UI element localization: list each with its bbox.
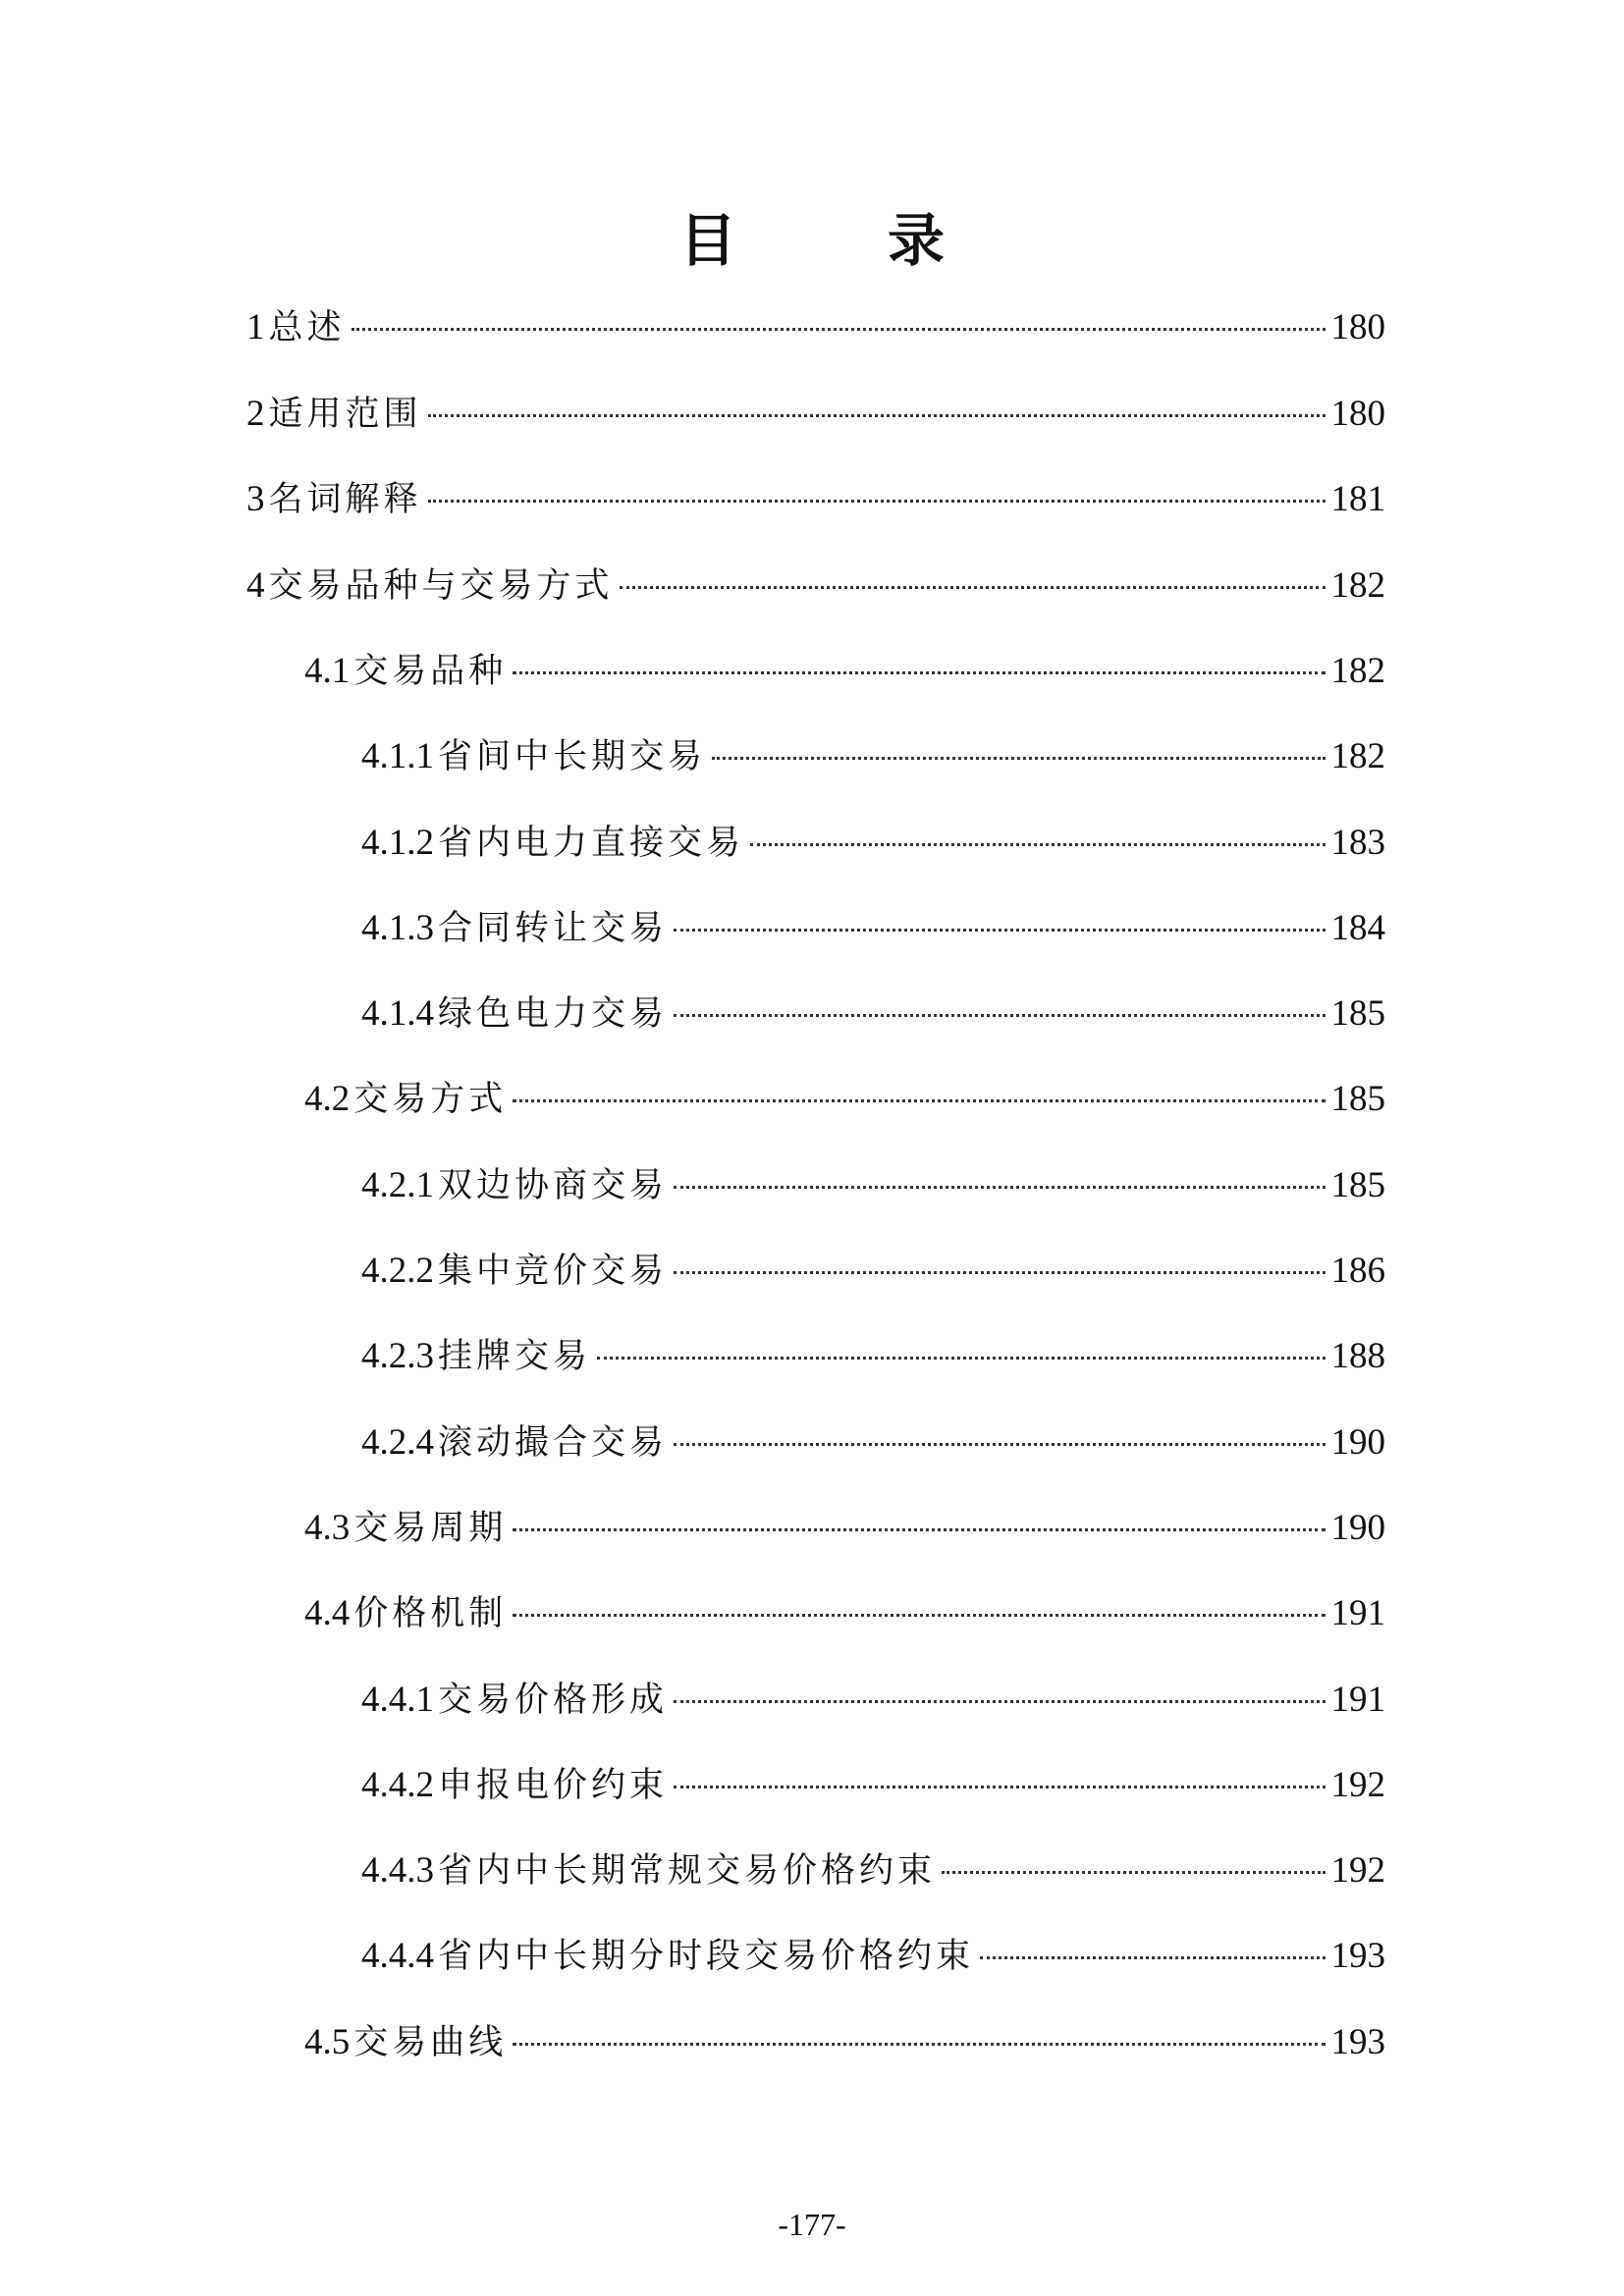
- toc-entry-number: 4.4.2: [361, 1765, 434, 1805]
- toc-entry-title: 交易品种与交易方式: [268, 566, 614, 606]
- toc-entry-page: 192: [1330, 1850, 1385, 1891]
- toc-entry[interactable]: [304, 1072, 1385, 1127]
- toc-entry-title: 省内电力直接交易: [438, 824, 745, 863]
- page-title: 目 录: [678, 207, 992, 274]
- toc-entry-page: 182: [1330, 651, 1385, 691]
- toc-entry-page: 185: [1330, 1079, 1385, 1119]
- toc-dot-leader: [674, 1442, 1325, 1446]
- toc-entry-title: 交易品种: [353, 652, 508, 691]
- toc-entry-number: 4.2.3: [361, 1336, 434, 1376]
- toc-entry-title: 适用范围: [268, 395, 422, 434]
- toc-entry-title: 价格机制: [353, 1594, 508, 1633]
- toc-dot-leader: [674, 1785, 1325, 1789]
- toc-dot-leader: [674, 1270, 1325, 1274]
- toc-entry-page: 193: [1330, 2022, 1385, 2062]
- toc-entry-number: 4.2.2: [361, 1251, 434, 1291]
- toc-entry-page: 192: [1330, 1765, 1385, 1805]
- toc-entry-title: 双边协商交易: [438, 1166, 669, 1205]
- toc-entry-title: 省内中长期分时段交易价格约束: [438, 1937, 975, 1976]
- toc-entry-title: 交易方式: [353, 1080, 508, 1119]
- page-number-footer: -177-: [778, 2207, 846, 2242]
- toc-entry[interactable]: [361, 1158, 1385, 1213]
- toc-dot-leader: [750, 842, 1325, 846]
- toc-entry-number: 4.1.1: [361, 736, 434, 776]
- toc-dot-leader: [513, 1613, 1325, 1617]
- toc-entry[interactable]: [246, 387, 1385, 442]
- toc-dot-leader: [674, 1013, 1325, 1017]
- toc-entry[interactable]: [361, 816, 1385, 871]
- toc-entry-number: 4.2.1: [361, 1165, 434, 1205]
- toc-entry[interactable]: [246, 559, 1385, 614]
- toc-entry[interactable]: [361, 1758, 1385, 1813]
- toc-dot-leader: [428, 499, 1326, 503]
- toc-entry[interactable]: [361, 729, 1385, 784]
- toc-entry-page: 191: [1330, 1680, 1385, 1720]
- toc-entry-number: 4.3: [304, 1508, 351, 1548]
- toc-dot-leader: [513, 1527, 1325, 1531]
- toc-entry[interactable]: [304, 1586, 1385, 1641]
- toc-entry-title: 总述: [268, 308, 346, 347]
- toc-entry-number: 4.2.4: [361, 1422, 434, 1463]
- toc-entry-title: 挂牌交易: [438, 1337, 592, 1376]
- toc-entry-title: 名词解释: [268, 480, 422, 519]
- toc-entry-title: 交易价格形成: [438, 1681, 669, 1720]
- toc-entry-page: 190: [1330, 1422, 1385, 1463]
- toc-entry-page: 180: [1330, 307, 1385, 347]
- toc-entry-page: 185: [1330, 1165, 1385, 1205]
- toc-entry-page: 185: [1330, 993, 1385, 1034]
- toc-entry[interactable]: [361, 987, 1385, 1041]
- toc-entry-number: 4.4: [304, 1593, 351, 1633]
- toc-entry-page: 182: [1330, 736, 1385, 776]
- toc-entry-number: 4.4.3: [361, 1850, 434, 1891]
- toc-entry-page: 188: [1330, 1336, 1385, 1376]
- toc-entry-number: 4.1.3: [361, 908, 434, 948]
- toc-dot-leader: [980, 1955, 1325, 1959]
- toc-entry-title: 省内中长期常规交易价格约束: [438, 1851, 937, 1891]
- toc-dot-leader: [674, 1699, 1325, 1703]
- toc-entry-number: 4.1.2: [361, 823, 434, 863]
- toc-entry-page: 190: [1330, 1508, 1385, 1548]
- toc-entry[interactable]: [361, 1415, 1385, 1470]
- toc-entry-number: 4.4.4: [361, 1936, 434, 1976]
- toc-entry-number: 4.2: [304, 1079, 351, 1119]
- toc-entry-number: 3: [246, 479, 265, 519]
- toc-entry-title: 交易周期: [353, 1509, 508, 1548]
- toc-entry-title: 省间中长期交易: [438, 737, 707, 776]
- toc-entry-number: 1: [246, 307, 265, 347]
- toc-entry[interactable]: [304, 2015, 1385, 2070]
- toc-dot-leader: [513, 1098, 1325, 1102]
- toc-entry[interactable]: [361, 1244, 1385, 1299]
- toc-entry-number: 4: [246, 565, 265, 606]
- toc-dot-leader: [674, 1185, 1325, 1189]
- toc-dot-leader: [513, 670, 1325, 674]
- toc-entry-number: 4.1.4: [361, 993, 434, 1034]
- toc-entry[interactable]: [304, 1501, 1385, 1556]
- toc-dot-leader: [712, 756, 1325, 760]
- toc-dot-leader: [620, 585, 1326, 589]
- toc-entry-page: 184: [1330, 908, 1385, 948]
- toc-entry-page: 183: [1330, 823, 1385, 863]
- toc-entry-title: 滚动撮合交易: [438, 1423, 669, 1463]
- toc-entry-page: 181: [1330, 479, 1385, 519]
- toc-dot-leader: [352, 327, 1326, 331]
- toc-entry-title: 绿色电力交易: [438, 994, 669, 1034]
- toc-entry[interactable]: [361, 1929, 1385, 1984]
- toc-entry-page: 191: [1330, 1593, 1385, 1633]
- toc-entry-number: 4.1: [304, 651, 351, 691]
- toc-entry[interactable]: [361, 901, 1385, 956]
- toc-entry-page: 186: [1330, 1251, 1385, 1291]
- toc-entry[interactable]: [246, 472, 1385, 527]
- toc-entry-page: 180: [1330, 394, 1385, 434]
- toc-entry[interactable]: [361, 1843, 1385, 1898]
- toc-entry[interactable]: [246, 300, 1385, 355]
- toc-entry[interactable]: [304, 644, 1385, 699]
- toc-entry-title: 申报电价约束: [438, 1766, 669, 1805]
- toc-dot-leader: [597, 1356, 1325, 1360]
- toc-dot-leader: [513, 2042, 1325, 2046]
- toc-entry-title: 集中竞价交易: [438, 1252, 669, 1291]
- toc-entry-page: 182: [1330, 565, 1385, 606]
- toc-entry-number: 2: [246, 394, 265, 434]
- toc-entry[interactable]: [361, 1673, 1385, 1728]
- toc-entry-number: 4.5: [304, 2022, 351, 2062]
- toc-entry-title: 交易曲线: [353, 2023, 508, 2062]
- toc-entry-page: 193: [1330, 1936, 1385, 1976]
- toc-entry-title: 合同转让交易: [438, 909, 669, 948]
- toc-dot-leader: [428, 413, 1326, 417]
- toc-entry[interactable]: [361, 1329, 1385, 1384]
- toc-entry-number: 4.4.1: [361, 1680, 434, 1720]
- toc-dot-leader: [674, 928, 1325, 932]
- toc-dot-leader: [942, 1870, 1325, 1874]
